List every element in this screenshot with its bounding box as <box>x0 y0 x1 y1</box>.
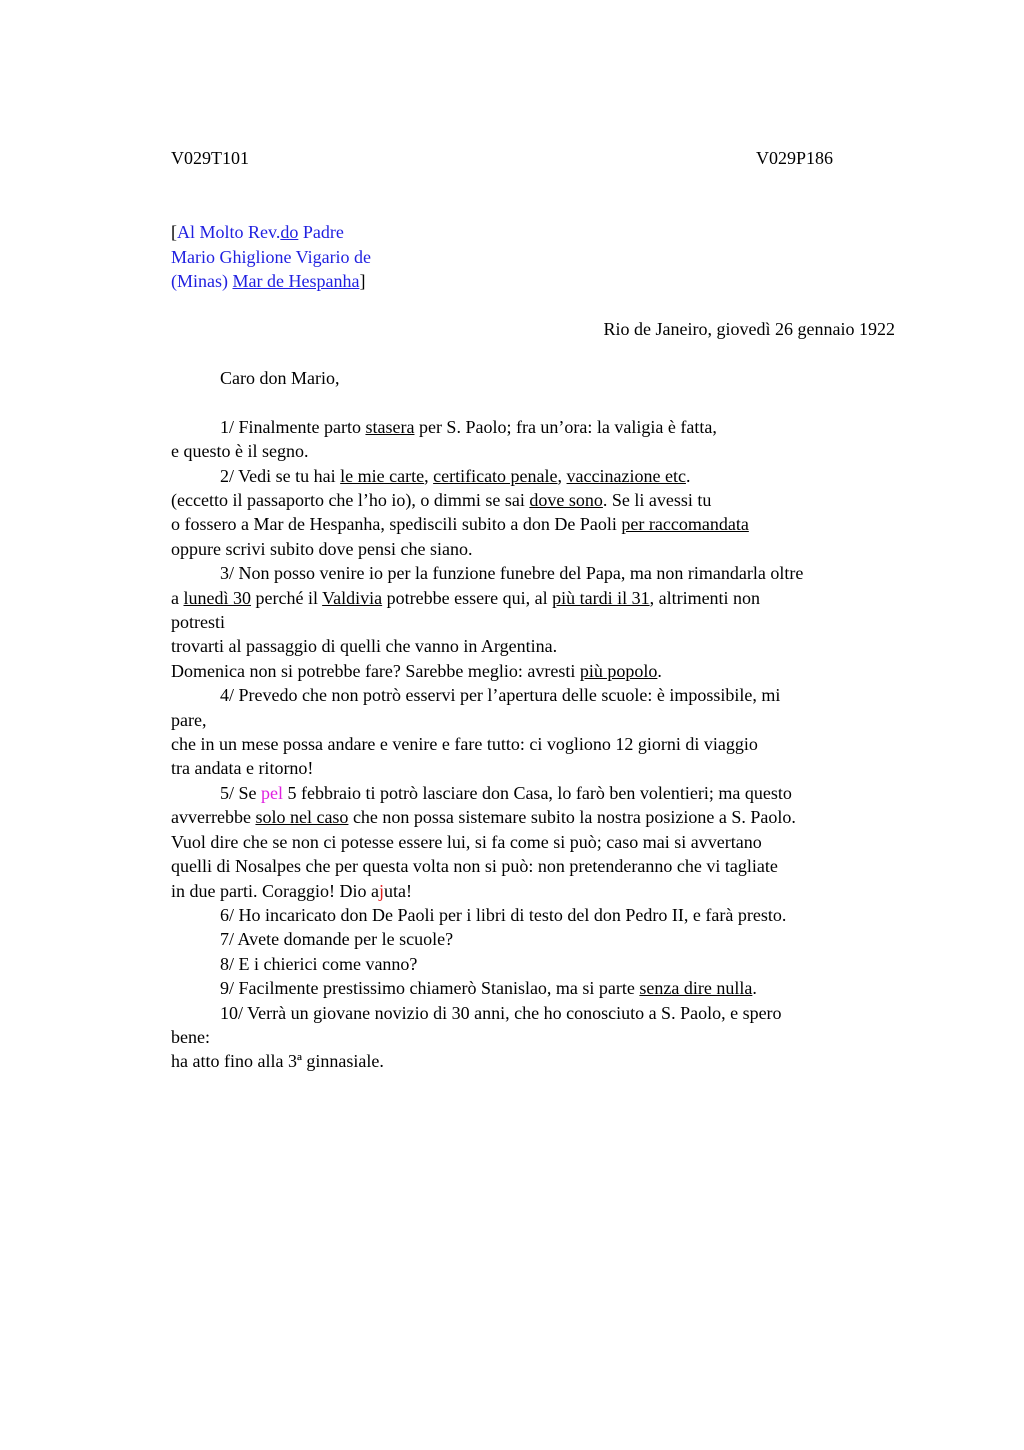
salutation: Caro don Mario, <box>220 368 340 388</box>
paragraph-8: 8/ E i chierici come vanno? <box>220 953 418 974</box>
document-code-right: V029P186 <box>756 148 834 168</box>
address-bracket-open: [ <box>171 222 177 242</box>
paragraph-4-line-2: pare, <box>171 709 207 730</box>
address-line-3-a: (Minas) <box>171 271 233 291</box>
paragraph-9: 9/ Facilmente prestissimo chiamerò Stanislao, ma si parte senza dire nulla. <box>220 978 757 999</box>
paragraph-10-line-3: ha atto fino alla 3ª ginnasiale. <box>171 1051 384 1072</box>
paragraph-6: 6/ Ho incaricato don De Paoli per i libri di testo del don Pedro II, e farà presto. <box>220 904 787 925</box>
paragraph-3-line-2: a lunedì 30 perché il Valdivia potrebbe essere qui, al più tardi il 31, altrimenti non <box>171 587 761 608</box>
paragraph-3-line-1: 3/ Non posso venire io per la funzione funebre del Papa, ma non rimandarla oltre <box>220 563 804 584</box>
paragraph-3-line-4: trovarti al passaggio di quelli che vanno in Argentina. <box>171 636 558 657</box>
paragraph-3-line-5: Domenica non si potrebbe fare? Sarebbe meglio: avresti più popolo. <box>171 660 662 681</box>
letter-date: Rio de Janeiro, giovedì 26 gennaio 1922 <box>603 319 895 339</box>
address-line-1-b: Padre <box>298 222 344 242</box>
document-code-left: V029T101 <box>171 148 249 168</box>
address-line-1-superscript: do <box>280 222 299 242</box>
paragraph-10-line-1: 10/ Verrà un giovane novizio di 30 anni, che ho conosciuto a S. Paolo, e spero <box>220 1002 782 1023</box>
paragraph-3-line-3: potresti <box>171 612 225 633</box>
recipient-address <box>171 220 371 294</box>
paragraph-2-line-4: oppure scrivi subito dove pensi che siano. <box>171 538 473 559</box>
paragraph-2-line-3: o fossero a Mar de Hespanha, spediscili subito a don De Paoli per raccomandata <box>171 514 749 535</box>
paragraph-5-line-5: in due parti. Coraggio! Dio ajuta! <box>171 880 412 901</box>
paragraph-5-line-1: 5/ Se pel 5 febbraio ti potrò lasciare don Casa, lo farò ben volentieri; ma questo <box>220 782 792 803</box>
paragraph-7: 7/ Avete domande per le scuole? <box>220 929 454 950</box>
address-line-2: Mario Ghiglione Vigario de <box>171 246 372 267</box>
paragraph-1-line-1: 1/ Finalmente parto stasera per S. Paolo; fra un’ora: la valigia è fatta, <box>220 416 717 437</box>
letter-body <box>171 366 901 1074</box>
paragraph-5-line-4: quelli di Nosalpes che per questa volta non si può: non pretenderanno che vi tagliate <box>171 856 778 877</box>
paragraph-2-line-1: 2/ Vedi se tu hai le mie carte, certificato penale, vaccinazione etc. <box>220 465 691 486</box>
address-line-1-a: Al Molto Rev. <box>177 222 281 242</box>
address-bracket-close: ] <box>359 271 366 291</box>
highlighted-letter-j: j <box>378 880 384 901</box>
blank-line <box>171 390 901 414</box>
address-line-3-place: Mar de Hespanha <box>232 271 360 291</box>
paragraph-2-line-2: (eccetto il passaporto che l’ho io), o dimmi se sai dove sono. Se li avessi tu <box>171 490 712 511</box>
paragraph-4-line-3: che in un mese possa andare e venire e fare tutto: ci vogliono 12 giorni di viaggio <box>171 734 758 755</box>
paragraph-5-line-3: Vuol dire che se non ci potesse essere lui, si fa come si può; caso mai si avvertano <box>171 831 762 852</box>
paragraph-4-line-1: 4/ Prevedo che non potrò esservi per l’apertura delle scuole: è impossibile, mi <box>220 685 781 706</box>
paragraph-5-line-2: avverrebbe solo nel caso che non possa sistemare subito la nostra posizione a S. Paolo. <box>171 807 796 828</box>
paragraph-1-line-2: e questo è il segno. <box>171 441 309 462</box>
highlighted-word-pel: pel <box>261 782 284 803</box>
paragraph-4-line-4: tra andata e ritorno! <box>171 758 314 779</box>
paragraph-10-line-2: bene: <box>171 1026 210 1047</box>
